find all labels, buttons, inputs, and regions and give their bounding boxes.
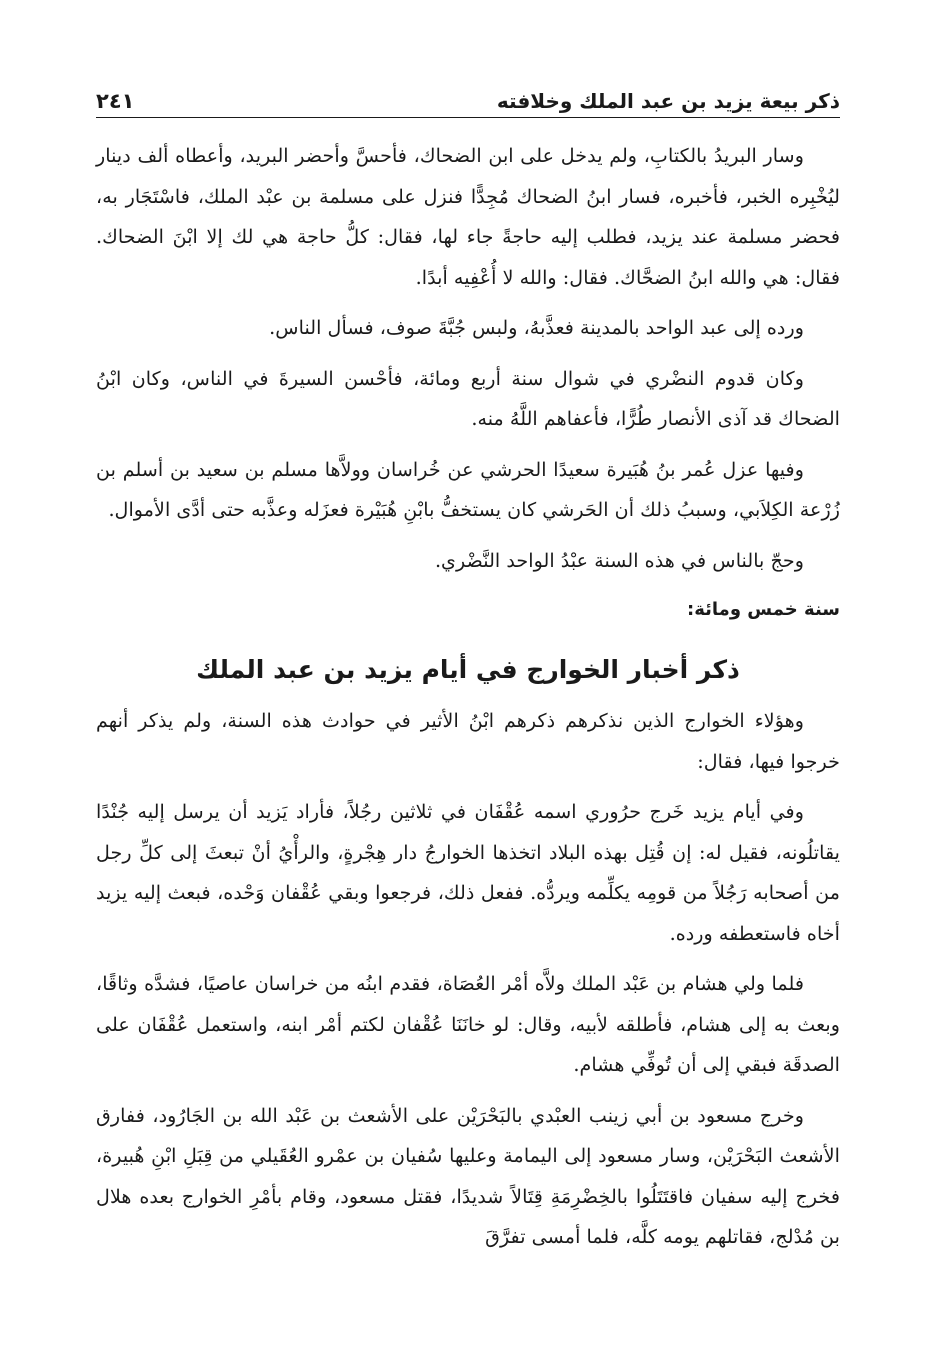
- paragraph: وحجّ بالناس في هذه السنة عبْدُ الواحد النَّضْري.: [434, 548, 804, 572]
- page-body: [96, 136, 840, 1350]
- paragraph: وفيها عزل عُمر بنُ هُبَيرة سعيدًا الحرشي عن خُراسان وولاَّها مسلم بن سعيد بن أسلم بن زُرْعة الكِلاَبي، وسببُ ذلك أن الحَرشي كان يستخفُّ بابْنِ هُبَيْرة فعزَله وعذَّبه حتى أدَّى الأموال.: [96, 457, 840, 521]
- page-number: ٢٤١: [96, 89, 135, 113]
- paragraph: وخرج مسعود بن أبي زينب العبْدي بالبَحْرَيْن على الأشعث بن عَبْد الله بن الجَارُود، ففارق الأشعث البَحْرَيْن، وسار مسعود إلى اليمامة وعليها سُفيان بن عمْرو العُقَيلي من قِبَلِ ابْنِ هُبيرة، فخرج إليه سفيان فاقتَتَلُوا بالخِضْرِمَةِ قِتَالاً شديدًا، فقتل مسعود، وقام بأمْرِ الخوارج بعده هلال بن مُدْلج، فقاتلهم يومه كلَّه، فلما أمسى تفرَّقَ: [96, 1103, 840, 1248]
- running-header: [96, 78, 840, 118]
- paragraph: فلما ولي هشام بن عَبْد الملك ولاَّه أمْر العُصَاة، فقدم ابنُه من خراسان عاصيًا، فشدَّه وثاقًا، وبعث به إلى هشام، فأطلقه لأبيه، وقال: لو خانَنَا عُقْفان لكتم أمْر ابنه، واستعمل عُقْفَان على الصدقَة فبقي إلى أن تُوفِّي هشام.: [96, 972, 840, 1076]
- paragraph: وهؤلاء الخوارج الذين نذكرهم ذكرهم ابْنُ الأثير في حوادث هذه السنة، ولم يذكر أنهم خرجوا فيها، فقال:: [96, 709, 840, 773]
- year-heading: سنة خمس ومائة:: [687, 599, 840, 620]
- section-title: ذكر أخبار الخوارج في أيام يزيد بن عبد الملك: [196, 655, 740, 684]
- paragraph: ورده إلى عبد الواحد بالمدينة فعذَّبهُ، ولبس جُبَّةَ صوف، فسأل الناس.: [269, 316, 804, 339]
- paragraph: وفي أيام يزيد خَرج حرُوري اسمه عُقْفَان في ثلاثين رجُلاً، فأراد يَزيد أن يرسل إليه جُنْدًا يقاتلُونه، فقيل له: إن قُتِل بهذه البلاد اتخذها الخوارجُ دار هِجْرةٍ، والرأْيُ أنْ تبعثَ إلى كلِّ رجل من أصحابه رَجُلاً من قومِه يكلِّمه ويردُّه. ففعل ذلك، فرجعوا وبقي عُقْفان وَحْده، فبعث إليه يزيد أخاه فاستعطفه ورده.: [96, 800, 840, 945]
- running-title: ذكر بيعة يزيد بن عبد الملك وخلافته: [496, 89, 840, 113]
- paragraph: وسار البريدُ بالكتابِ، ولم يدخل على ابن الضحاك، فأحسَّ وأحضر البريد، وأعطاه ألف دينار ليُخْبِره الخبر، فأخبره، فسار ابنُ الضحاك مُجِدًّا فنزل على مسلمة بن عبْد الملك، فاسْتَجَار به، فحضر مسلمة عند يزيد، فطلب إليه حاجةً جاء لها، فقال: كلُّ حاجة هي لك إلا ابْنَ الضحاك. فقال: هي والله ابنُ الضحَّاك. فقال: والله لا أُعْفِيه أبدًا.: [96, 144, 840, 289]
- paragraph: وكان قدوم النضْري في شوال سنة أربع ومائة، فأحْسن السيرةَ في الناس، وكان ابْنُ الضحاك قد آذى الأنصار طُرًّا، فأعفاهم اللَّهُ منه.: [96, 366, 840, 430]
